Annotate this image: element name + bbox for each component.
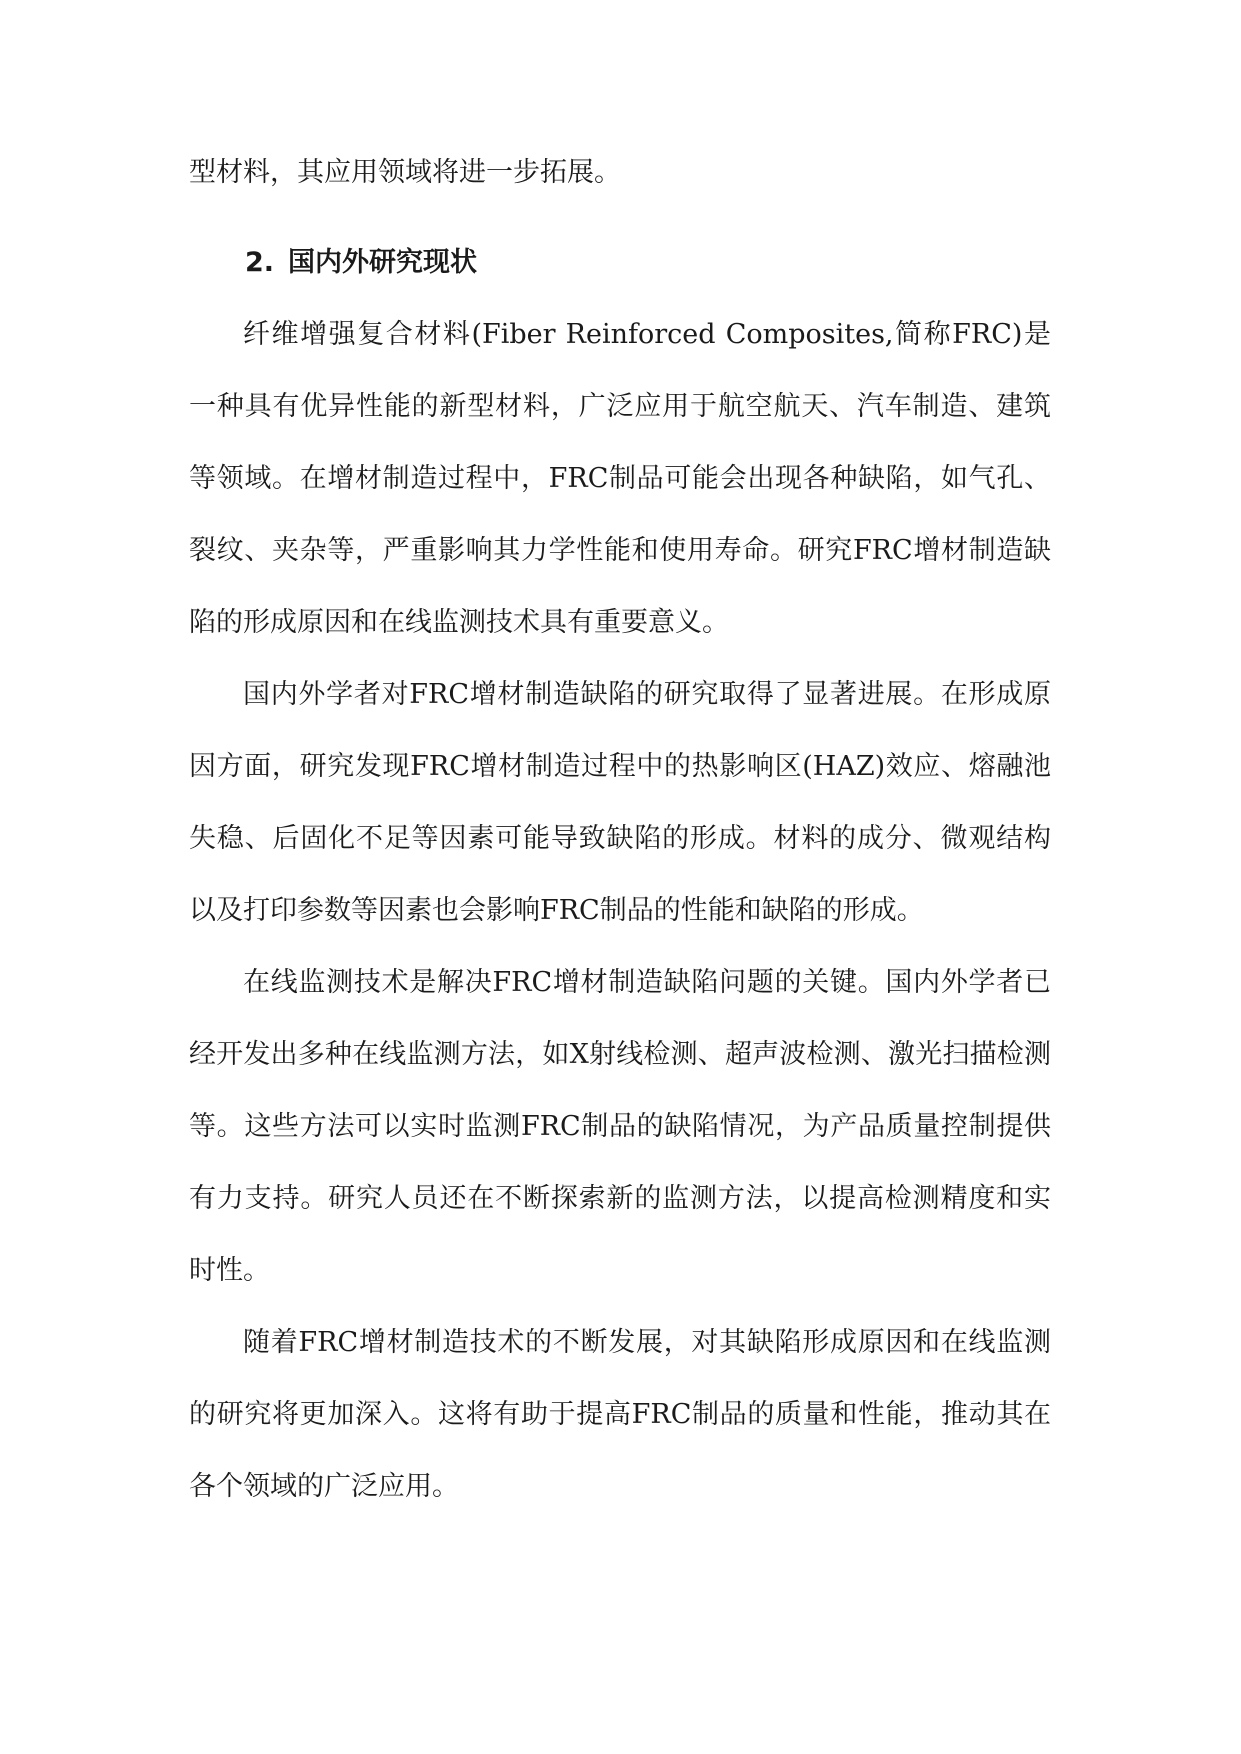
document-body (189, 137, 1051, 1523)
paragraph-frc-definition: 纤维增强复合材料(Fiber Reinforced Composites,简称FRC)是一种具有优异性能的新型材料，广泛应用于航空航天、汽车制造、建筑等领域。在增材制造过程中，FRC制品可能会出现各种缺陷，如气孔、裂纹、夹杂等，严重影响其力学性能和使用寿命。研究FRC增材制造缺陷的形成原因和在线监测技术具有重要意义。 (189, 319, 1051, 638)
previous-paragraph-tail: 型材料，其应用领域将进一步拓展。 (189, 157, 621, 188)
paragraph-defect-causes: 国内外学者对FRC增材制造缺陷的研究取得了显著进展。在形成原因方面，研究发现FRC增材制造过程中的热影响区(HAZ)效应、熔融池失稳、后固化不足等因素可能导致缺陷的形成。材料的成分、微观结构以及打印参数等因素也会影响FRC制品的性能和缺陷的形成。 (189, 679, 1051, 926)
paragraph-online-monitoring: 在线监测技术是解决FRC增材制造缺陷问题的关键。国内外学者已经开发出多种在线监测方法，如X射线检测、超声波检测、激光扫描检测等。这些方法可以实时监测FRC制品的缺陷情况，为产品质量控制提供有力支持。研究人员还在不断探索新的监测方法，以提高检测精度和实时性。 (189, 967, 1051, 1286)
paragraph-outlook: 随着FRC增材制造技术的不断发展，对其缺陷形成原因和在线监测的研究将更加深入。这将有助于提高FRC制品的质量和性能，推动其在各个领域的广泛应用。 (189, 1327, 1051, 1502)
section-title: 国内外研究现状 (288, 247, 478, 278)
section-heading (189, 227, 1051, 299)
section-number: 2. (245, 247, 275, 278)
